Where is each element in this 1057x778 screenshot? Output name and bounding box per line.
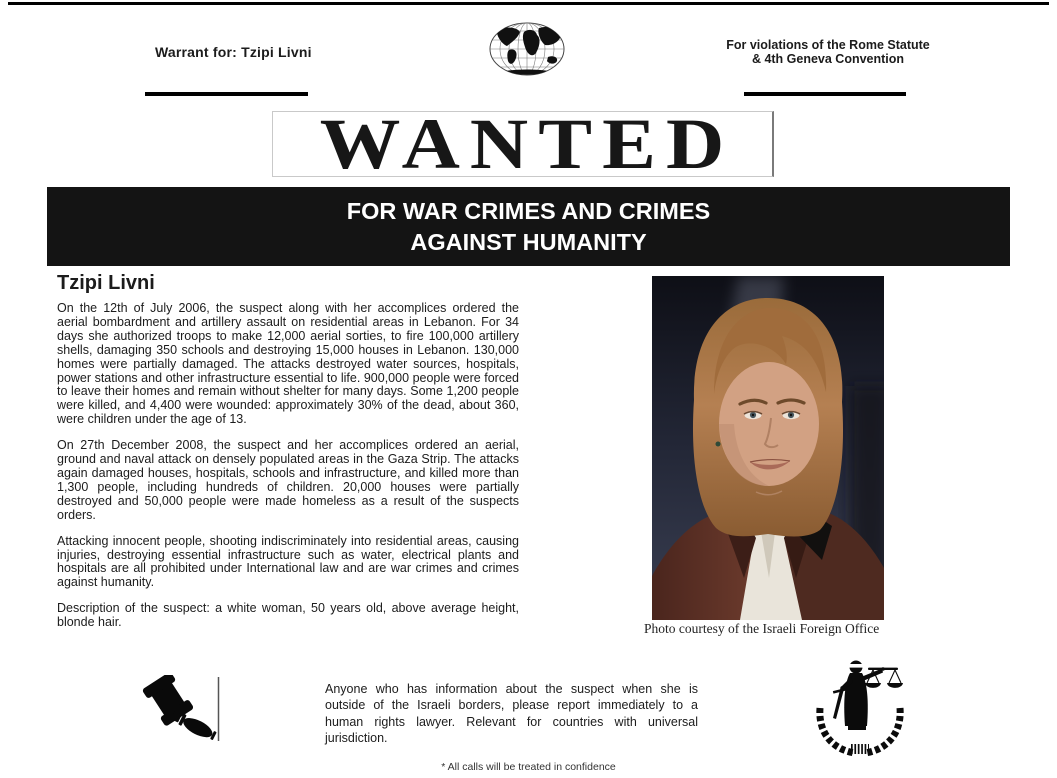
wanted-title: WANTED: [319, 104, 735, 184]
lady-justice-icon: [810, 656, 910, 766]
violations-line2: & 4th Geneva Convention: [751, 52, 905, 66]
paragraph-lebanon: On the 12th of July 2006, the suspect along with her accomplices ordered the aerial bombardment and artillery assault on residential areas in Lebanon. For 34 days she authorized troops to make 12,000 aerial sorties, to fire 100,000 artillery shells, damaging 350 schools and destroying 15,000 houses in Lebanon. 130,000 homes were partially damaged. The attacks destroyed water sources, hospitals, power stations and other infrastructure essential to life. 900,000 people were forced to leave their homes and remain without shelter for many days. Some 1,200 people were killed, and 4,400 were wounded: approximately 30% of the dead, about 360, were children under the age of 13.: [57, 301, 519, 427]
left-underline: [145, 92, 308, 96]
suspect-photo: [652, 276, 884, 620]
paragraph-law: Attacking innocent people, shooting indiscriminately into residential areas, causing injuries, destroying essential infrastructure such as water, electrical plants and hospitals are all prohibited under International law and are war crimes and crimes against humanity.: [57, 533, 519, 590]
gavel-icon: [142, 675, 224, 749]
report-instructions: Anyone who has information about the suspect when she is outside of the Israeli borders, please report immediately to a human rights lawyer. Relevant for countries with universal jurisdiction.: [325, 682, 698, 746]
suspect-name-heading: Tzipi Livni: [57, 272, 155, 294]
confidence-note: * All calls will be treated in confidence: [441, 761, 616, 773]
banner-line1: FOR WAR CRIMES AND CRIMES: [346, 198, 711, 224]
charges-text: [57, 302, 519, 642]
crimes-banner: [47, 187, 1010, 266]
globe-icon: [486, 20, 568, 78]
top-rule: [8, 2, 1049, 5]
right-underline: [744, 92, 906, 96]
paragraph-gaza: On 27th December 2008, the suspect and her accomplices ordered an aerial, ground and naval attack on densely populated areas in the Gaza Strip. The attacks again damaged houses, hospitals, schools and infrastructure, and killed more than 1,300 people, including hundreds of children. 20,000 houses were partially destroyed and 50,000 people were made homeless as a result of the suspects orders.: [57, 438, 519, 522]
photo-caption: Photo courtesy of the Israeli Foreign Office: [644, 621, 880, 636]
warrant-label: Warrant for: Tzipi Livni: [155, 44, 312, 60]
banner-line2: AGAINST HUMANITY: [410, 229, 647, 255]
wanted-title-box: [272, 104, 774, 184]
violations-line1: For violations of the Rome Statute: [726, 38, 930, 52]
paragraph-description: Description of the suspect: a white woman, 50 years old, above average height, blonde hair.: [57, 601, 519, 630]
violations-label: [712, 38, 944, 66]
